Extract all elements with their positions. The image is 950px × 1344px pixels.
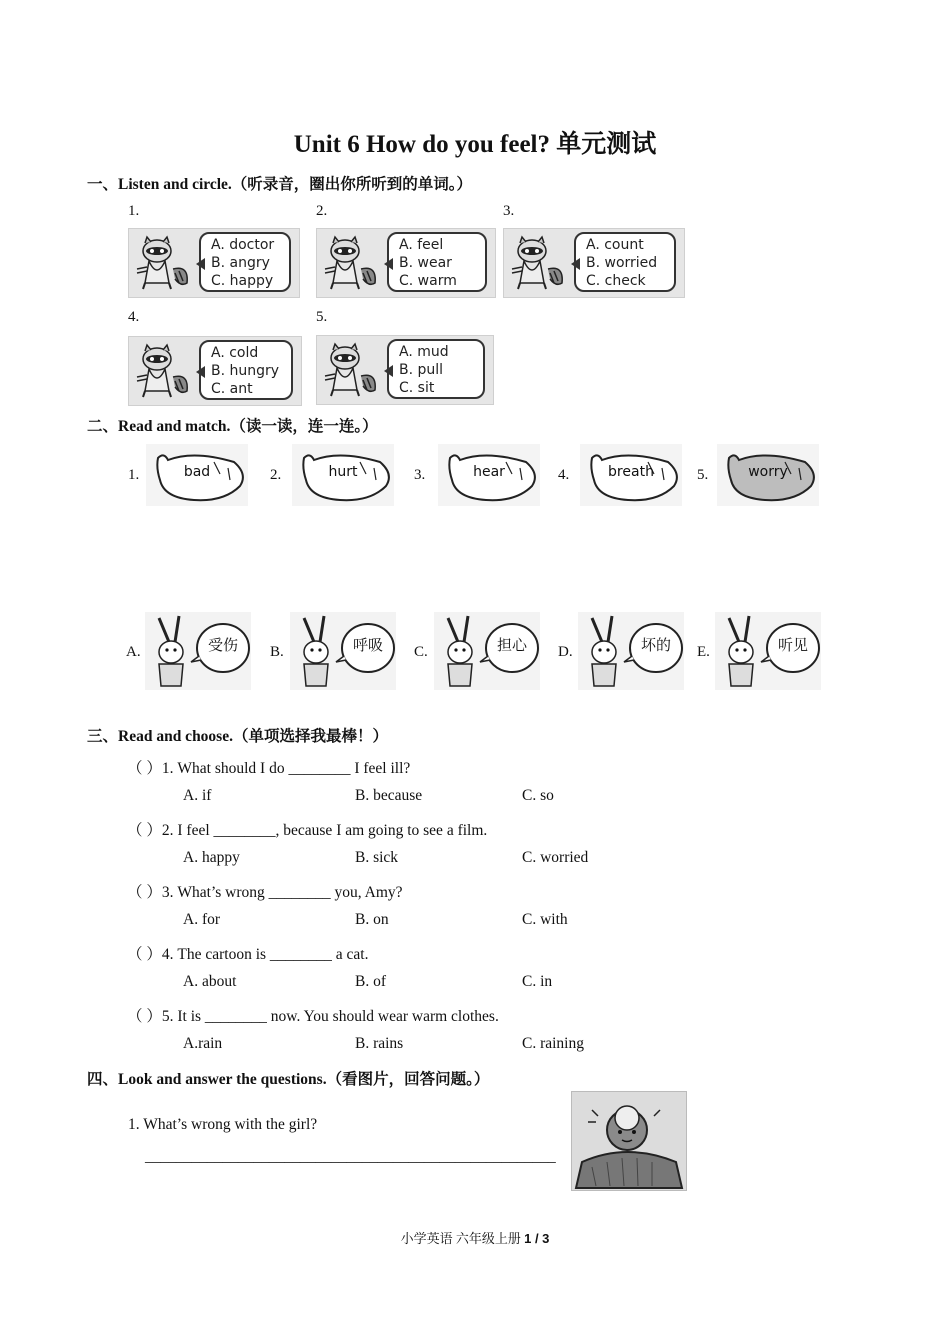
choice-option-c[interactable]: C. with xyxy=(522,911,568,928)
speech-bubble xyxy=(199,340,293,400)
listen-option[interactable]: B. hungry xyxy=(211,363,280,379)
leaf-word-card[interactable] xyxy=(438,444,540,506)
listen-option[interactable]: A. count xyxy=(586,237,644,253)
listen-option[interactable]: A. cold xyxy=(211,345,259,361)
choice-option-a[interactable]: A. happy xyxy=(183,849,240,866)
choice-option-b[interactable]: B. rains xyxy=(355,1035,404,1052)
choice-option-b[interactable]: B. sick xyxy=(355,849,399,866)
choice-option-a[interactable]: A. about xyxy=(183,973,237,990)
chinese-meaning: 担心 xyxy=(496,636,527,654)
listen-option[interactable]: C. warm xyxy=(399,273,457,289)
choice-option-b[interactable]: B. of xyxy=(355,973,386,990)
chinese-meaning: 坏的 xyxy=(640,636,671,654)
raccoon-icon xyxy=(135,343,191,399)
match-word-number: 3. xyxy=(414,467,426,483)
match-word: hurt xyxy=(328,464,358,480)
choice-option-a[interactable]: A. for xyxy=(183,911,221,928)
match-word: worry xyxy=(748,464,788,480)
footer-text: 小学英语 六年级上册 xyxy=(400,1231,525,1246)
raccoon-icon xyxy=(323,342,379,398)
page-footer xyxy=(0,1228,950,1247)
sick-girl-picture xyxy=(571,1091,687,1191)
listen-option[interactable]: C. sit xyxy=(399,380,435,396)
match-meaning-letter: C. xyxy=(414,644,428,660)
raccoon-icon xyxy=(135,235,191,291)
match-meaning-letter: B. xyxy=(270,644,284,660)
choice-option-b[interactable]: B. because xyxy=(355,787,423,804)
listen-item-picture xyxy=(316,335,494,405)
choice-option-b[interactable]: B. on xyxy=(355,911,389,928)
choice-option-c[interactable]: C. raining xyxy=(522,1035,584,1052)
section4-heading: 四、Look and answer the questions.（看图片，回答问题。） xyxy=(87,1071,490,1088)
listen-option[interactable]: B. wear xyxy=(399,255,452,271)
choice-option-a[interactable]: A. if xyxy=(183,787,212,804)
listen-option[interactable]: B. pull xyxy=(399,362,444,378)
rabbit-meaning-card[interactable] xyxy=(578,612,684,690)
listen-option[interactable]: C. check xyxy=(586,273,646,289)
question-4-1: 1. What’s wrong with the girl? xyxy=(128,1116,318,1133)
leaf-word-card[interactable] xyxy=(717,444,819,506)
rabbit-meaning-card[interactable] xyxy=(290,612,396,690)
choice-question: （ ）2. I feel ________, because I am going to see a film. xyxy=(127,822,488,839)
choice-question: （ ）5. It is ________ now. You should wear warm clothes. xyxy=(127,1008,499,1025)
listen-item-number: 5. xyxy=(316,309,328,325)
rabbit-meaning-card[interactable] xyxy=(715,612,821,690)
listen-option[interactable]: A. doctor xyxy=(211,237,275,253)
listen-option[interactable]: B. angry xyxy=(211,255,270,271)
match-meaning-letter: D. xyxy=(558,644,573,660)
speech-bubble xyxy=(199,232,291,292)
match-meaning-letter: E. xyxy=(697,644,710,660)
leaf-word-card[interactable] xyxy=(292,444,394,506)
page-title: Unit 6 How do you feel? 单元测试 xyxy=(293,131,657,158)
speech-bubble xyxy=(574,232,676,292)
match-word-number: 2. xyxy=(270,467,282,483)
section3-heading: 三、Read and choose.（单项选择我最棒！） xyxy=(87,728,388,745)
listen-item-picture xyxy=(128,336,302,406)
listen-option[interactable]: C. happy xyxy=(211,273,274,289)
rabbit-meaning-card[interactable] xyxy=(145,612,251,690)
choice-option-c[interactable]: C. so xyxy=(522,787,554,804)
section1-heading: 一、Listen and circle.（听录音，圈出你所听到的单词。） xyxy=(87,176,473,193)
speech-bubble xyxy=(387,232,487,292)
chinese-meaning: 听见 xyxy=(777,636,808,654)
leaf-word-card[interactable] xyxy=(580,444,682,506)
match-word-number: 1. xyxy=(128,467,140,483)
chinese-meaning: 呼吸 xyxy=(352,636,383,654)
listen-item-number: 2. xyxy=(316,203,328,219)
chinese-meaning: 受伤 xyxy=(207,636,238,654)
listen-item-picture xyxy=(128,228,300,298)
match-word-number: 5. xyxy=(697,467,709,483)
raccoon-icon xyxy=(510,235,566,291)
match-meaning-letter: A. xyxy=(126,644,141,660)
choice-question: （ ）3. What’s wrong ________ you, Amy? xyxy=(127,884,403,901)
section2-heading: 二、Read and match.（读一读，连一连。） xyxy=(87,418,378,435)
listen-item-picture xyxy=(503,228,685,298)
match-word: bad xyxy=(183,464,211,480)
raccoon-icon xyxy=(323,235,379,291)
listen-option[interactable]: A. feel xyxy=(399,237,444,253)
match-word: breath xyxy=(608,464,654,480)
speech-bubble xyxy=(387,339,485,399)
leaf-word-card[interactable] xyxy=(146,444,248,506)
answer-line[interactable]: _____________________________________________________ xyxy=(145,1148,556,1165)
choice-option-c[interactable]: C. worried xyxy=(522,849,589,866)
choice-question: （ ）1. What should I do ________ I feel ill? xyxy=(127,760,411,777)
choice-option-a[interactable]: A.rain xyxy=(183,1035,223,1052)
choice-option-c[interactable]: C. in xyxy=(522,973,553,990)
listen-item-picture xyxy=(316,228,496,298)
choice-question: （ ）4. The cartoon is ________ a cat. xyxy=(127,946,369,963)
listen-option[interactable]: C. ant xyxy=(211,381,253,397)
match-word-number: 4. xyxy=(558,467,570,483)
listen-item-number: 3. xyxy=(503,203,515,219)
listen-option[interactable]: B. worried xyxy=(586,255,658,271)
listen-item-number: 4. xyxy=(128,309,140,325)
rabbit-meaning-card[interactable] xyxy=(434,612,540,690)
listen-item-number: 1. xyxy=(128,203,140,219)
listen-option[interactable]: A. mud xyxy=(399,344,449,360)
page-number: 1 / 3 xyxy=(524,1231,550,1246)
match-word: hear xyxy=(473,464,505,480)
